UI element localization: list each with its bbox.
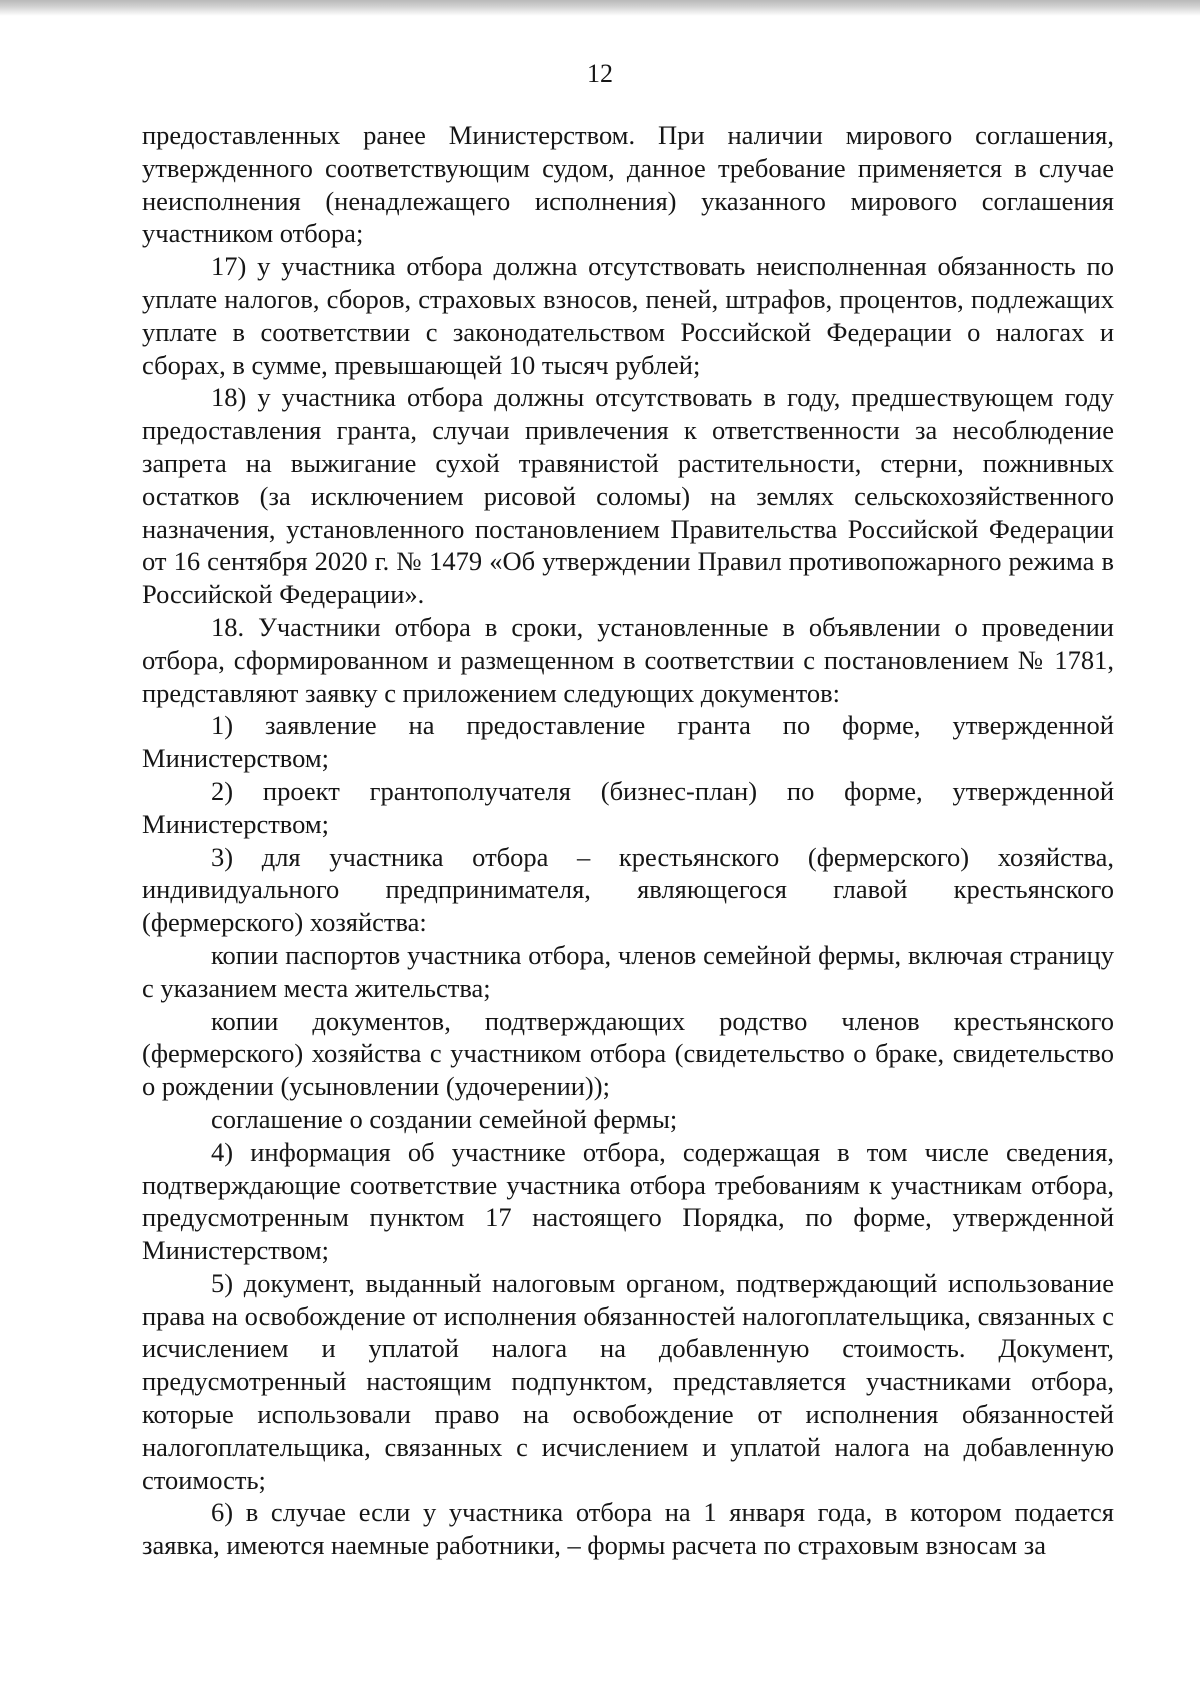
paragraph-continuation: предоставленных ранее Министерством. При наличии мирового соглашения, утвержденного соответствующим судом, данное требование применяется в случае неисполнения (ненадлежащего исполнения) указанного мирового соглашения участником отбора; (142, 120, 1114, 249)
page-number: 12 (587, 59, 613, 88)
paragraph-subitem-3: 3) для участника отбора – крестьянского (фермерского) хозяйства, индивидуального предпринимателя, являющегося главой крестьянского (фермерского) хозяйства: (142, 841, 1114, 938)
paragraph-subitem-1: 1) заявление на предоставление гранта по форме, утвержденной Министерством; (142, 710, 1114, 774)
paragraph-subitem-6: 6) в случае если у участника отбора на 1 января года, в котором подается заявка, имеются наемные работники, – формы расчета по страховым взносам за (142, 1497, 1114, 1561)
paragraph-subitem-4: 4) информация об участнике отбора, содержащая в том числе сведения, подтверждающие соответствие участника отбора требованиям к участникам отбора, предусмотренным пунктом 17 настоящего Порядка, по форме, утвержденной Министерством; (142, 1136, 1114, 1266)
paragraph-kinship-documents: копии документов, подтверждающих родство членов крестьянского (фермерского) хозяйства с участником отбора (свидетельство о браке, свидетельство о рождении (усыновлении (удочерении)); (142, 1005, 1114, 1102)
paragraph-subitem-5: 5) документ, выданный налоговым органом, подтверждающий использование права на освобождение от исполнения обязанностей налогоплательщика, связанных с исчислением и уплатой налога на добавленную стоимость. Документ, предусмотренный настоящим подпунктом, представляется участниками отбора, которые использовали право на освобождение от исполнения обязанностей налогоплательщика, связанных с исчислением и уплатой налога на добавленную стоимость; (142, 1267, 1114, 1495)
paragraph-subitem-2: 2) проект грантополучателя (бизнес-план) по форме, утвержденной Министерством; (142, 775, 1114, 839)
paragraph-section-18: 18. Участники отбора в сроки, установленные в объявлении о проведении отбора, сформированном и размещенном в соответствии с постановлением № 1781, представляют заявку с приложением следующих документов: (142, 611, 1114, 708)
paragraph-item-18: 18) у участника отбора должны отсутствовать в году, предшествующем году предоставления гранта, случаи привлечения к ответственности за несоблюдение запрета на выжигание сухой травянистой растительности, стерни, пожнивных остатков (за исключением рисовой соломы) на землях сельскохозяйственного назначения, установленного постановлением Правительства Российской Федерации от 16 сентября 2020 г. № 1479 «Об утверждении Правил противопожарного режима в Российской Федерации». (142, 382, 1114, 610)
paragraph-family-farm-agreement: соглашение о создании семейной фермы; (211, 1103, 678, 1134)
document-body (142, 119, 1114, 1562)
paragraph-passport-copies: копии паспортов участника отбора, членов семейной фермы, включая страницу с указанием места жительства; (142, 939, 1114, 1003)
paragraph-item-17: 17) у участника отбора должна отсутствовать неисполненная обязанность по уплате налогов, сборов, страховых взносов, пеней, штрафов, процентов, подлежащих уплате в соответствии с законодательством Российской Федерации о налогах и сборах, в сумме, превышающей 10 тысяч рублей; (142, 251, 1114, 380)
